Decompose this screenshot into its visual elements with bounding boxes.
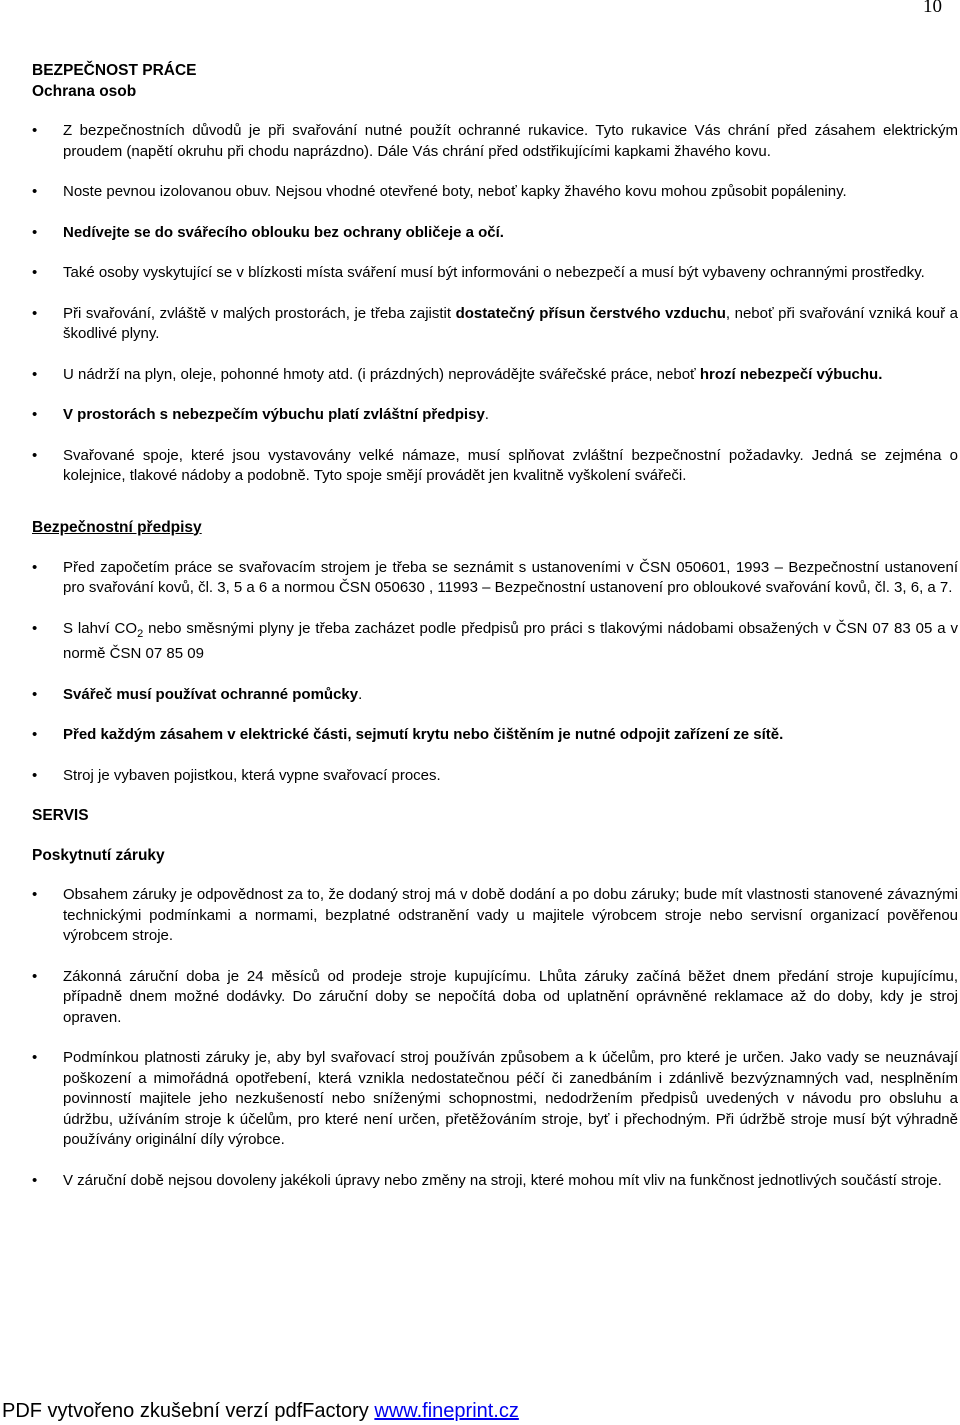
item-emphasis: Svářeč musí používat ochranné pomůcky xyxy=(63,685,359,703)
item-text: Při svařování, zvláště v malých prostorách, je třeba zajistit xyxy=(63,304,456,322)
item-text: V záruční době nejsou dovoleny jakékoli úpravy nebo změny na stroji, které mohou mít vliv na funkčnost jednotlivých součástí stroje. xyxy=(63,1171,942,1189)
document-body xyxy=(32,60,958,1191)
item-text: Nedívejte se do svářecího oblouku bez ochrany obličeje a očí. xyxy=(63,223,504,241)
footer-text: PDF vytvořeno zkušební verzí pdfFactory xyxy=(2,1400,375,1422)
list-item xyxy=(32,558,958,599)
item-emphasis: V prostorách s nebezpečím výbuchu platí zvláštní předpisy xyxy=(63,406,485,423)
item-emphasis: hrozí nebezpečí výbuchu. xyxy=(699,365,883,383)
safety-list xyxy=(32,121,958,487)
section-title-regulations: Bezpečnostní předpisy xyxy=(32,518,202,536)
list-item xyxy=(32,304,958,345)
list-item xyxy=(32,1048,958,1151)
item-text: Také osoby vyskytující se v blízkosti místa sváření musí být informováni o nebezpečí a musí být vybaveny ochrannými prostředky. xyxy=(63,264,925,281)
list-item xyxy=(32,619,958,665)
item-text: Svařované spoje, které jsou vystavovány velké námaze, musí splňovat zvláštní bezpečnostní požadavky. Jedná se zejména o kolejnice, tlakové nádoby a podobně. Tyto spoje smějí provádět jen kvalitně vyškolení svářeči. xyxy=(63,446,958,484)
warranty-list xyxy=(32,885,958,1191)
item-text: Před započetím práce se svařovacím strojem je třeba se seznámit s ustanoveními v ČSN 050601, 1993 – Bezpečnostní ustanovení pro svařování kovů, čl. 3, 5 a 6 a normou ČSN 050630 , 11993 – Bezpečnostní ustanovení pro obloukové svařování kovů, čl. 3, 6, a 7. xyxy=(63,558,958,596)
item-text: . xyxy=(484,406,489,423)
footer xyxy=(2,1398,519,1424)
section-title-service: SERVIS xyxy=(32,807,89,824)
list-item xyxy=(32,405,958,426)
footer-link[interactable]: www.fineprint.cz xyxy=(374,1400,519,1422)
section-subtitle-warranty: Poskytnutí záruky xyxy=(32,847,165,864)
list-item xyxy=(32,223,958,244)
list-item xyxy=(32,365,958,386)
list-item xyxy=(32,766,958,787)
item-text: Zákonná záruční doba je 24 měsíců od prodeje stroje kupujícímu. Lhůta záruky začíná běžet dnem předání stroje kupujícímu, případně dnem možné dodávky. Do záruční doby se nepočítá doba od uplatnění oprávněné reklamace až do doby, kdy je stroj opraven. xyxy=(63,967,958,1026)
list-item xyxy=(32,182,958,203)
item-text: Z bezpečnostních důvodů je při svařování nutné použít ochranné rukavice. Tyto rukavice Vás chrání před zásahem elektrickým proudem (napětí okruhu při chodu naprázdno). Dále Vás chrání před odstřikujícími kapkami žhavého kovu. xyxy=(63,122,958,160)
regulations-list xyxy=(32,558,958,787)
item-text: U nádrží na plyn, oleje, pohonné hmoty atd. (i prázdných) neprovádějte svářečské práce, neboť xyxy=(63,365,700,383)
list-item xyxy=(32,263,958,284)
item-emphasis: dostatečný přísun čerstvého vzduchu xyxy=(455,304,726,322)
list-item xyxy=(32,885,958,947)
list-item xyxy=(32,967,958,1029)
list-item xyxy=(32,446,958,487)
item-text: Noste pevnou izolovanou obuv. Nejsou vhodné otevřené boty, neboť kapky žhavého kovu mohou způsobit popáleniny. xyxy=(63,183,847,200)
list-item xyxy=(32,685,958,706)
item-emphasis: Před každým zásahem v elektrické části, sejmutí krytu nebo čištěním je nutné odpojit zařízení ze sítě. xyxy=(63,726,784,743)
item-text: Obsahem záruky je odpovědnost za to, že dodaný stroj má v době dodání a po dobu záruky; bude mít vlastnosti stanovené závaznými technickými podmínkami a normami, bezplatné odstranění vady u majitele výrobcem stroje nebo servisní organizací pověřenou výrobcem stroje. xyxy=(63,886,958,944)
item-text: Stroj je vybaven pojistkou, která vypne svařovací proces. xyxy=(63,766,441,784)
item-text: Podmínkou platnosti záruky je, aby byl svařovací stroj používán způsobem a k účelům, pro které je určen. Jako vady se neuznávají poškození a mimořádná opotřebení, která vznikla nedostatečnou péčí či zanedbáním i zdánlivě bezvýznamných vad, nesplněním povinností majitele jeho nezkušeností nebo sníženými schopnostmi, nedodržením předpisů uvedených v návodu pro obsluhu a údržbu, užíváním stroje k účelům, pro které není určen, přetěžováním stroje, byť i přechodným. Při údržbě stroje musí být výhradně používány originální díly výrobce. xyxy=(63,1049,958,1148)
item-subscript: 2 xyxy=(137,627,144,640)
item-text: . xyxy=(358,685,363,703)
item-text: , neboť při svařování vzniká kouř a škodlivé plyny. xyxy=(63,304,958,342)
list-item xyxy=(32,1171,958,1192)
list-item xyxy=(32,725,958,746)
item-text: nebo směsnými plyny je třeba zacházet podle předpisů pro práci s tlakovými nádobami obsažených v ČSN 07 83 05 a v normě ČSN 07 85 09 xyxy=(63,619,958,662)
list-item xyxy=(32,121,958,162)
page-number: 10 xyxy=(923,0,942,17)
section-title-safety: BEZPEČNOST PRÁCE xyxy=(32,62,197,79)
item-text: S lahví CO xyxy=(63,619,138,637)
section-subtitle-persons: Ochrana osob xyxy=(32,83,137,100)
